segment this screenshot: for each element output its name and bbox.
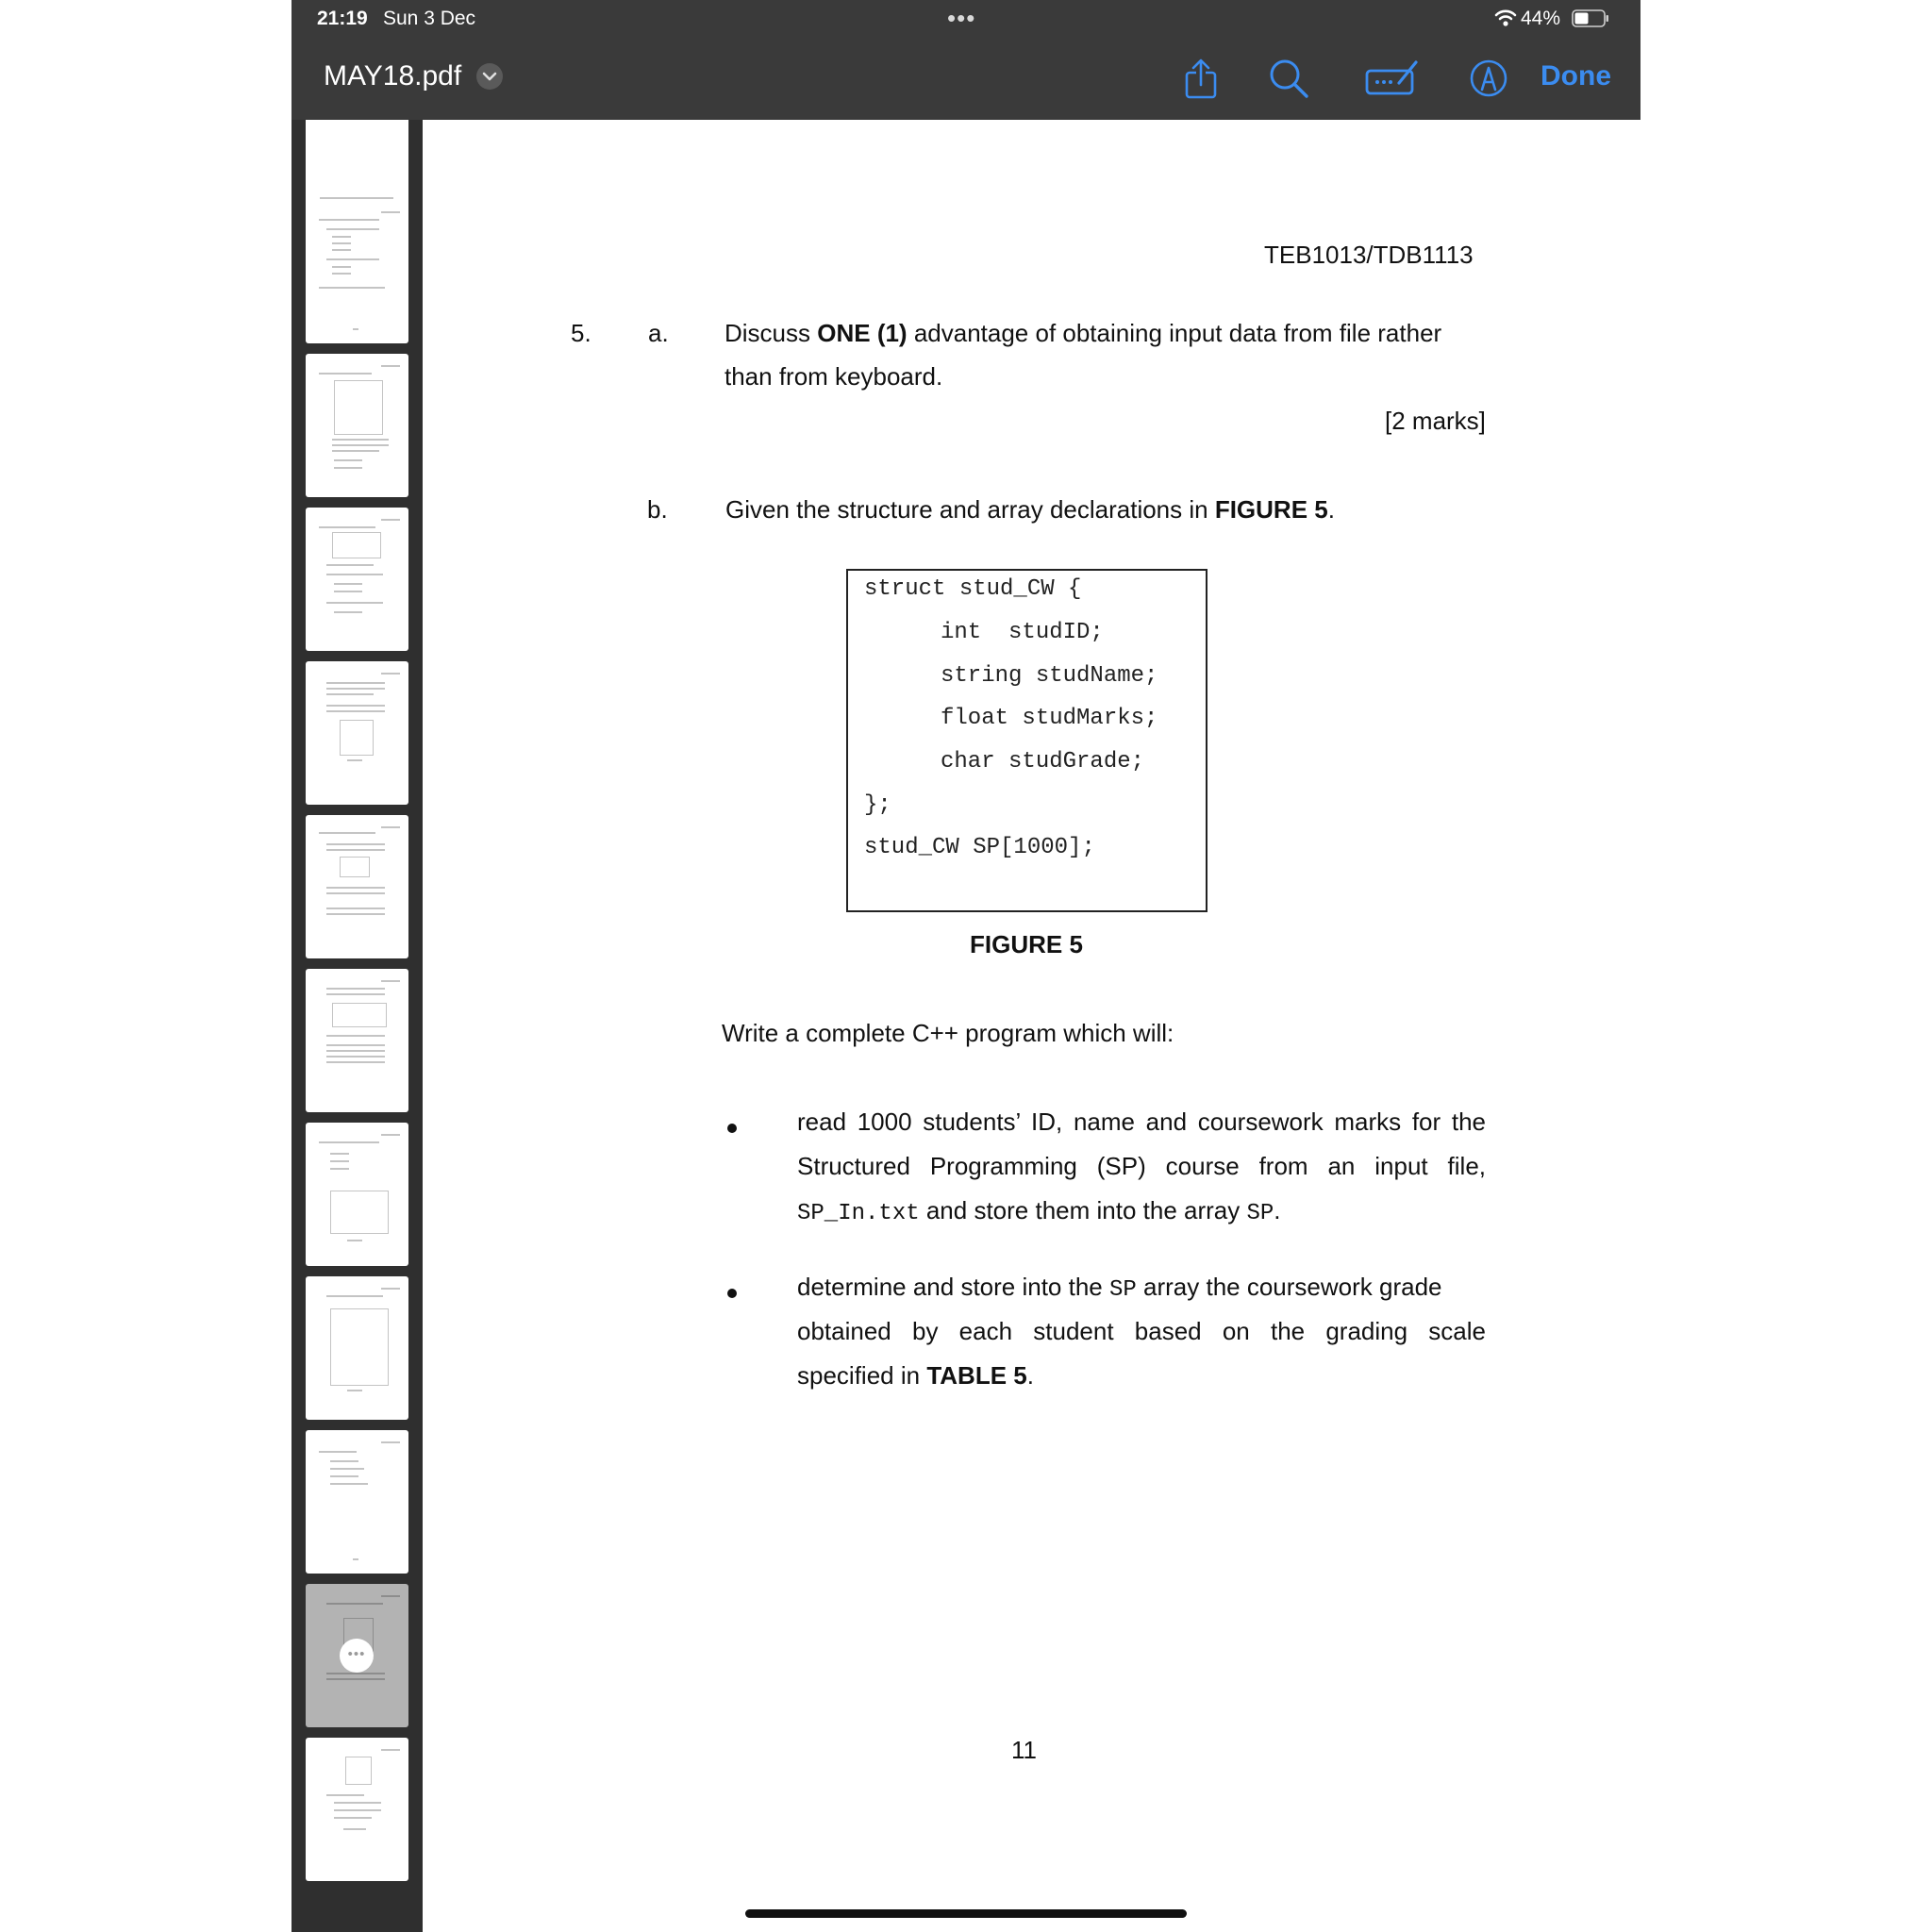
- code-line: float studMarks;: [941, 706, 1158, 731]
- part-b-text: Given the structure and array declarations in FIGURE 5.: [725, 495, 1335, 524]
- page-thumbnail[interactable]: [306, 1123, 408, 1266]
- battery-percent: 44%: [1521, 8, 1561, 29]
- home-indicator[interactable]: [745, 1909, 1187, 1918]
- bullet-dot: [727, 1124, 737, 1133]
- document-page: [423, 120, 1641, 1932]
- chevron-down-icon[interactable]: [476, 63, 503, 90]
- battery-icon: [1572, 9, 1609, 27]
- page-number: 11: [1011, 1736, 1037, 1764]
- part-b-label: b.: [647, 495, 668, 524]
- code-line: stud_CW SP[1000];: [864, 835, 1095, 860]
- page-thumbnail[interactable]: [306, 120, 408, 208]
- status-time: 21:19: [317, 8, 368, 29]
- page-thumbnail[interactable]: [306, 969, 408, 1112]
- page-thumbnail[interactable]: [306, 508, 408, 651]
- page-thumbnail[interactable]: [306, 1276, 408, 1420]
- page-thumbnail[interactable]: [306, 200, 408, 343]
- toolbar: [291, 38, 1641, 120]
- bullet2-line2: obtained by each student based on the grading scale: [797, 1317, 1486, 1345]
- code-line: int studID;: [941, 620, 1104, 645]
- code-line: };: [864, 792, 891, 818]
- part-a-line2: than from keyboard.: [724, 362, 943, 391]
- bullet1-line2: Structured Programming (SP) course from an input file,: [797, 1152, 1486, 1180]
- thumbnail-more-button[interactable]: •••: [340, 1639, 374, 1673]
- ipad-screen: [291, 0, 1641, 1932]
- bullet2-line1: determine and store into the SP array the coursework grade: [797, 1273, 1442, 1303]
- write-intro: Write a complete C++ program which will:: [722, 1019, 1174, 1047]
- page-thumbnail[interactable]: [306, 1738, 408, 1881]
- bullet1-line1: read 1000 students’ ID, name and coursework marks for the: [797, 1108, 1486, 1136]
- figure-caption: FIGURE 5: [970, 930, 1083, 958]
- search-icon[interactable]: [1267, 57, 1310, 100]
- code-line: struct stud_CW {: [864, 576, 1082, 602]
- wifi-icon: [1494, 8, 1517, 27]
- page-thumbnail[interactable]: [306, 354, 408, 497]
- annotate-icon[interactable]: [1467, 57, 1510, 100]
- bullet-dot: [727, 1289, 737, 1298]
- done-button[interactable]: Done: [1541, 60, 1611, 92]
- status-date: Sun 3 Dec: [383, 8, 476, 29]
- part-a-label: a.: [648, 319, 669, 347]
- status-bar: [291, 0, 1641, 38]
- document-title[interactable]: MAY18.pdf: [324, 60, 462, 92]
- question-number: 5.: [571, 319, 591, 347]
- markup-icon[interactable]: [1364, 57, 1421, 100]
- share-icon[interactable]: [1179, 57, 1223, 100]
- part-a-line1: Discuss ONE (1) advantage of obtaining input data from file rather: [724, 319, 1442, 347]
- code-line: char studGrade;: [941, 749, 1145, 774]
- multitasking-dots[interactable]: •••: [947, 4, 976, 32]
- bullet1-line3: SP_In.txt and store them into the array SP.: [797, 1196, 1281, 1226]
- page-thumbnail[interactable]: [306, 661, 408, 805]
- code-line: string studName;: [941, 663, 1158, 689]
- page-thumbnail-selected[interactable]: [306, 1584, 408, 1727]
- course-code-header: TEB1013/TDB1113: [1264, 241, 1474, 269]
- page-thumbnail[interactable]: [306, 815, 408, 958]
- marks-label: [2 marks]: [1385, 407, 1486, 435]
- thumbnail-sidebar: [291, 120, 423, 1932]
- page-thumbnail[interactable]: [306, 1430, 408, 1574]
- bullet2-line3: specified in TABLE 5.: [797, 1361, 1034, 1390]
